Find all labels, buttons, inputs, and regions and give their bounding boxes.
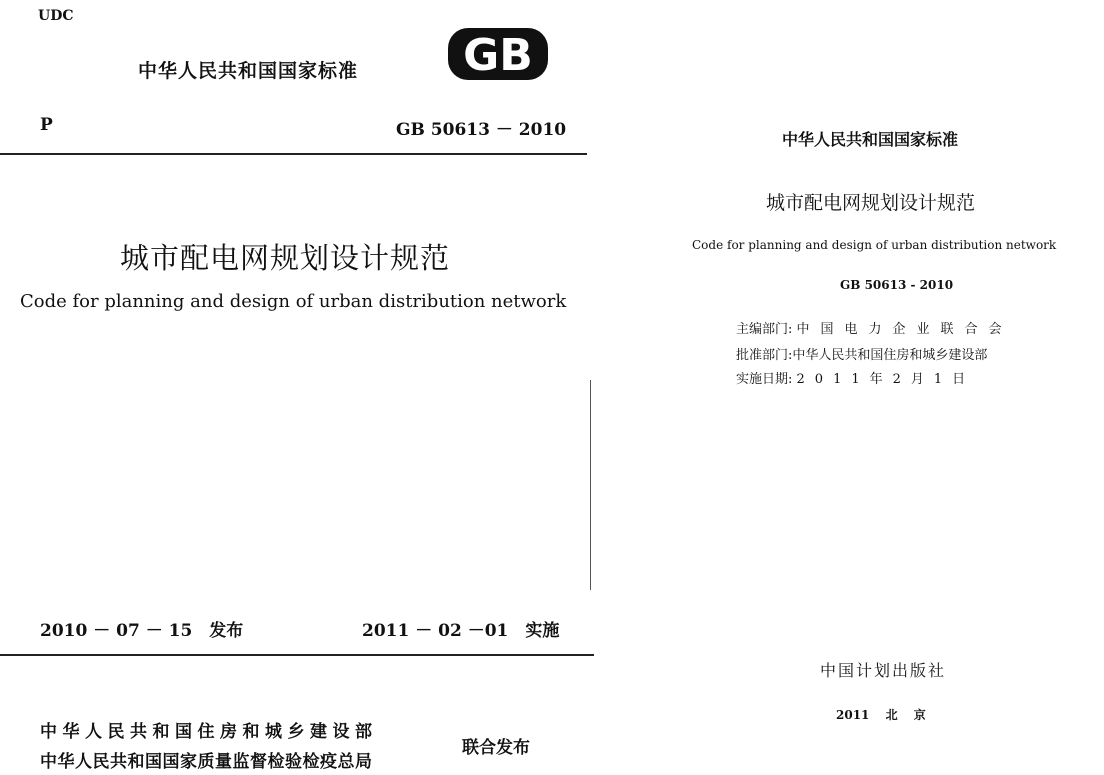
publisher-aqsiq: 中华人民共和国国家质量监督检验检疫总局 [40, 752, 373, 772]
implementation-date: 2011 － 02 －01 实施 [362, 621, 560, 641]
title-english: Code for planning and design of urban distribution network [20, 291, 567, 312]
publisher-press: 中国计划出版社 [820, 661, 947, 680]
page-edge-line [590, 380, 591, 590]
effective-date [736, 368, 975, 387]
standard-category-right: 中华人民共和国国家标准 [782, 130, 959, 149]
joint-release: 联合发布 [462, 738, 530, 758]
gb-logo [446, 26, 550, 82]
udc-label: UDC [38, 8, 74, 24]
standard-number-right: GB 50613 - 2010 [840, 278, 954, 292]
year-city: 2011 北 京 [836, 708, 926, 722]
effective-label: 实施日期: [736, 372, 793, 387]
title-chinese-right: 城市配电网规划设计规范 [766, 192, 976, 214]
approver-department [736, 344, 987, 363]
editor-value: 中国电力企业联合会 [796, 322, 1013, 337]
standard-category: 中华人民共和国国家标准 [138, 60, 359, 82]
gb-logo-text: GB [463, 30, 533, 81]
effective-value: 2011年2月1日 [796, 372, 976, 387]
divider-bottom [0, 654, 594, 656]
standard-number: GB 50613 － 2010 [396, 120, 567, 140]
issue-date: 2010 － 07 － 15 发布 [40, 621, 244, 641]
publisher-moh: 中华人民共和国住房和城乡建设部 [40, 722, 378, 742]
divider-top [0, 153, 587, 155]
classification-code: P [40, 115, 53, 135]
editor-label: 主编部门: [736, 322, 793, 337]
approver-label: 批准部门: [736, 348, 793, 363]
title-english-right: Code for planning and design of urban distribution network [692, 238, 1057, 252]
title-chinese: 城市配电网规划设计规范 [120, 241, 451, 275]
approver-value: 中华人民共和国住房和城乡建设部 [792, 348, 988, 363]
editor-department [736, 318, 1013, 337]
